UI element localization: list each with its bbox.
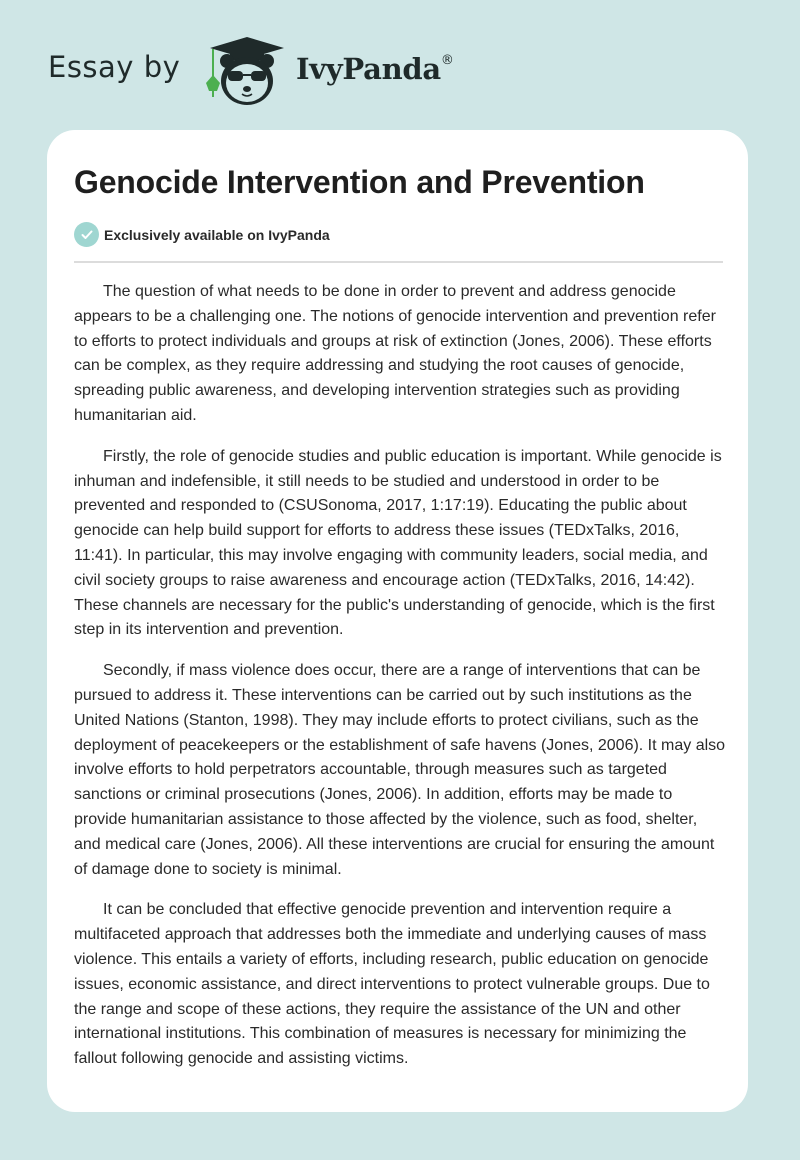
brand-text: IvyPanda <box>296 52 441 86</box>
panda-graduate-logo-icon[interactable] <box>200 33 292 109</box>
paragraph-3: Secondly, if mass violence does occur, there are a range of interventions that can be pursued to address it. These interventions can be carried out by such institutions as the United Nations (Stanton, 1998). They may include efforts to protect civilians, such as the deployment of peacekeepers or the establishment of safe havens (Jones, 2006). It may also involve efforts to hold perpetrators accountable, through measures such as targeted sanctions or criminal prosecutions (Jones, 2006). In addition, efforts may be made to provide humanitarian assistance to those affected by the violence, such as food, shelter, and medical care (Jones, 2006). All these interventions are crucial for ensuring the amount of damage done to society is minimal. <box>74 662 726 878</box>
page-title: Genocide Intervention and Prevention <box>74 164 645 200</box>
check-circle-icon <box>74 222 99 247</box>
essay-body <box>74 280 726 1088</box>
exclusive-badge-text: Exclusively available on IvyPanda <box>104 226 330 243</box>
exclusive-badge <box>74 222 330 247</box>
paragraph-4: It can be concluded that effective genocide prevention and intervention require a multifaceted approach that addresses both the immediate and underlying causes of mass violence. This entails a variety of efforts, including research, public education on genocide issues, economic assistance, and direct interventions to protect vulnerable groups. Due to the range and scope of these actions, they require the assistance of the UN and other international institutions. This combination of measures is necessary for minimizing the fallout following genocide and assisting victims. <box>74 901 710 1068</box>
site-header <box>0 0 800 130</box>
essay-card <box>47 130 748 1112</box>
registered-mark: ® <box>440 53 454 69</box>
paragraph-2: Firstly, the role of genocide studies and public education is important. While genocide is inhuman and indefensible, it still needs to be studied and understood in order to be prevented and responded to (CSUSonoma, 2017, 1:17:19). Educating the public about genocide can help build support for efforts to address these issues (TEDxTalks, 2016, 11:41). In particular, this may involve engaging with community leaders, social media, and civil society groups to raise awareness and encourage action (TEDxTalks, 2016, 14:42). These channels are necessary for the public's understanding of genocide, which is the first step in its intervention and prevention. <box>74 447 722 639</box>
brand-name[interactable] <box>296 52 454 86</box>
title-divider <box>74 261 723 263</box>
paragraph-1: The question of what needs to be done in order to prevent and address genocide appears to be a challenging one. The notions of genocide intervention and prevention refer to efforts to protect individuals and groups at risk of extinction (Jones, 2006). These efforts can be complex, as they require addressing and studying the root causes of genocide, spreading public awareness, and developing intervention strategies such as providing humanitarian aid. <box>74 283 716 424</box>
essay-by-label: Essay by <box>48 50 181 84</box>
